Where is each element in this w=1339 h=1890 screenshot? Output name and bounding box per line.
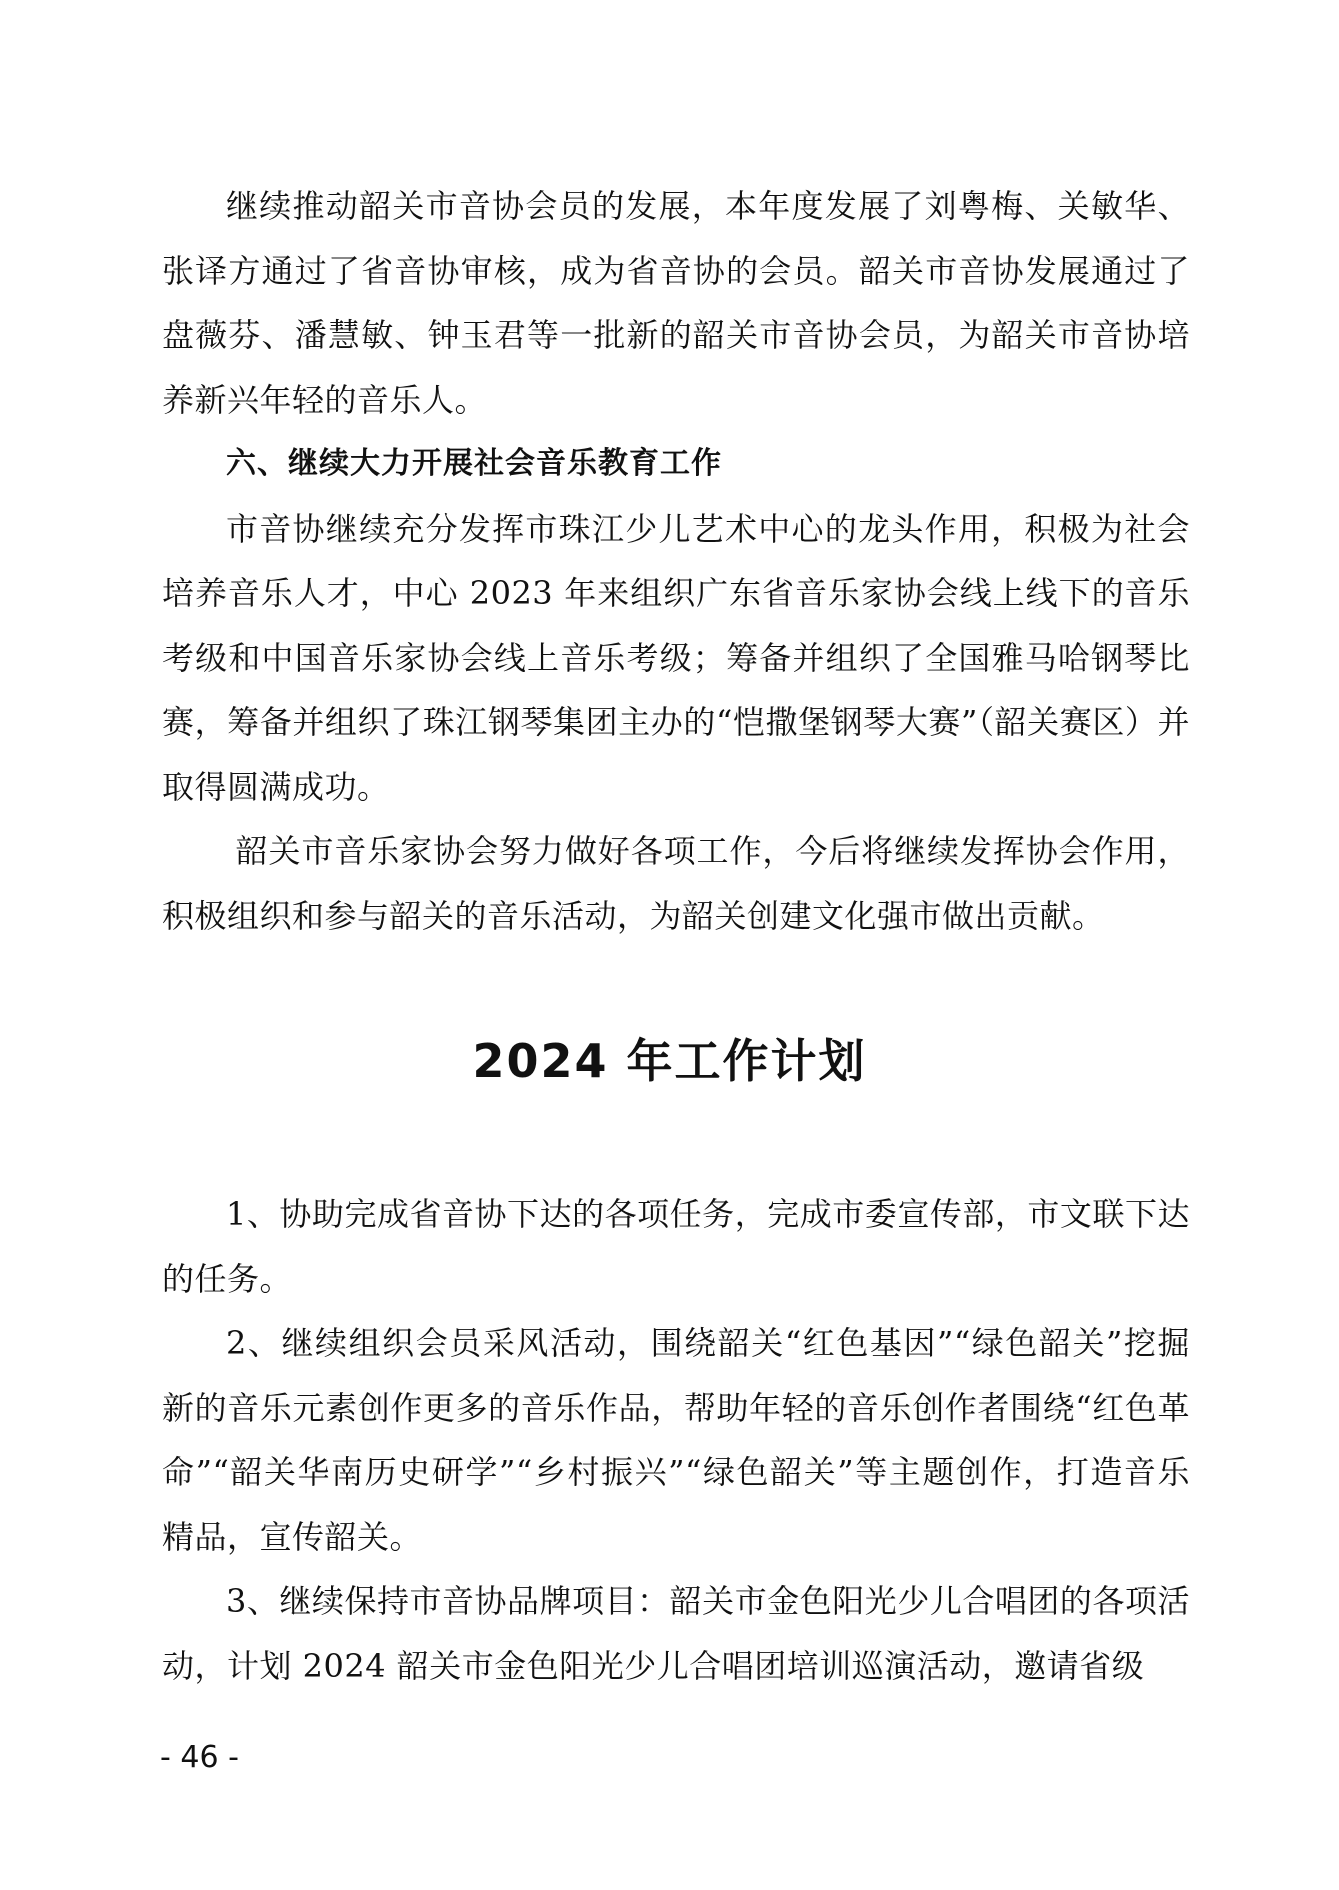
plan-title: 2024 年工作计划 bbox=[472, 1034, 867, 1088]
plan-item: 3、继续保持市音协品牌项目：韶关市金色阳光少儿合唱团的各项活动，计划 2024 韶关市金色阳光少儿合唱团培训巡演活动，邀请省级 bbox=[162, 1582, 1190, 1685]
report-body bbox=[162, 174, 1190, 948]
member-development-paragraph: 继续推动韶关市音协会员的发展，本年度发展了刘粤梅、关敏华、张译方通过了省音协审核，成为省音协的会员。韶关市音协发展通过了盘薇芬、潘慧敏、钟玉君等一批新的韶关市音协会员，为韶关市音协培养新兴年轻的音乐人。 bbox=[162, 187, 1190, 419]
plan-list bbox=[162, 1182, 1190, 1698]
plan-item: 1、协助完成省音协下达的各项任务，完成市委宣传部，市文联下达的任务。 bbox=[162, 1195, 1190, 1298]
section-heading: 六、继续大力开展社会音乐教育工作 bbox=[226, 446, 722, 481]
music-education-paragraph: 市音协继续充分发挥市珠江少儿艺术中心的龙头作用，积极为社会培养音乐人才，中心 2023 年来组织广东省音乐家协会线上线下的音乐考级和中国音乐家协会线上音乐考级；筹备并组织了全国雅马哈钢琴比赛，筹备并组织了珠江钢琴集团主办的“恺撒堡钢琴大赛”（韶关赛区）并取得圆满成功。 bbox=[162, 509, 1190, 806]
plan-item: 2、继续组织会员采风活动，围绕韶关“红色基因”“绿色韶关”挖掘新的音乐元素创作更多的音乐作品，帮助年轻的音乐创作者围绕“红色革命”“韶关华南历史研学”“乡村振兴”“绿色韶关”等主题创作，打造音乐精品，宣传韶关。 bbox=[162, 1324, 1190, 1556]
page-number: - 46 - bbox=[160, 1740, 239, 1775]
closing-paragraph: 韶关市音乐家协会努力做好各项工作，今后将继续发挥协会作用，积极组织和参与韶关的音乐活动，为韶关创建文化强市做出贡献。 bbox=[162, 832, 1190, 935]
